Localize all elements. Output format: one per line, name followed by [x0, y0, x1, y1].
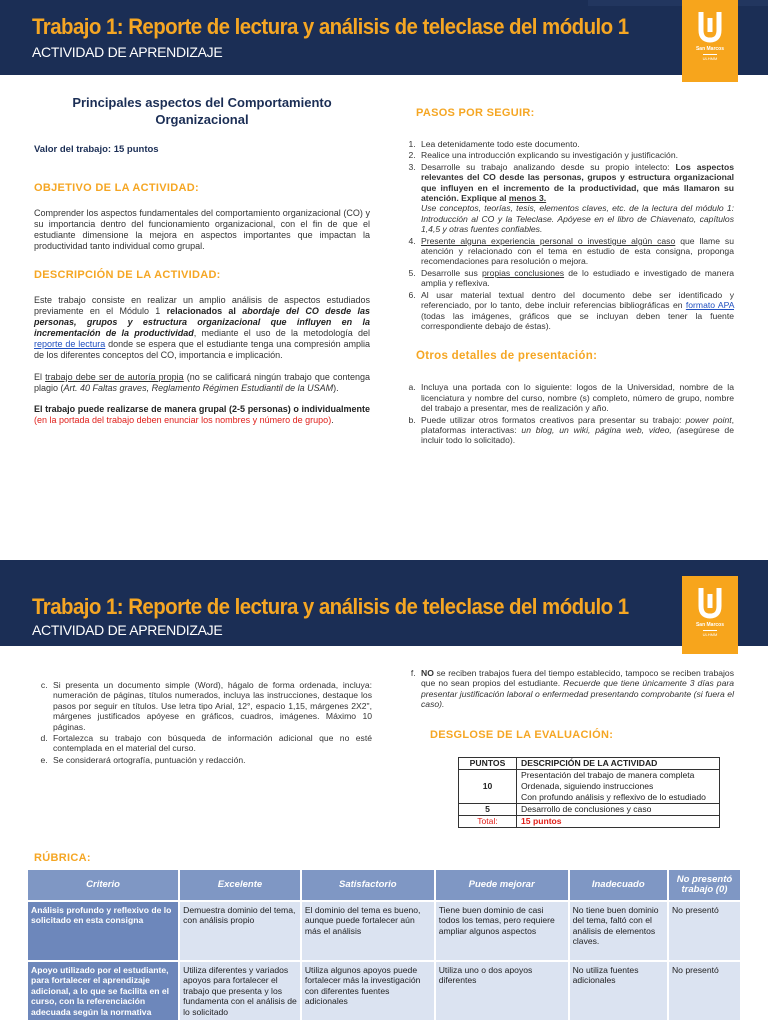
- points-cell: 5: [459, 803, 517, 815]
- description-text: Este trabajo consiste en realizar un amplio análisis de aspectos estudiados previamente en el Módulo 1: [34, 295, 370, 316]
- description-text: (no se calificará ningún trabajo que contenga plagio (: [34, 372, 371, 393]
- section-heading: Principales aspectos del Comportamiento Organizacional: [72, 95, 332, 127]
- logo-text: San Marcos: [695, 622, 725, 628]
- detail-text: asegúrese de incluir todo lo solicitado).: [421, 424, 734, 446]
- rubric-cell: Utiliza algunos apoyos puede fortalecer más la investigación con diferentes fuentes adicionales: [302, 962, 434, 1020]
- steps-heading: PASOS POR SEGUIR:: [416, 107, 535, 119]
- list-item: [418, 236, 734, 267]
- points-cell: 10: [459, 769, 517, 803]
- logo-u-icon: [695, 10, 725, 44]
- criterion-cell: Apoyo utilizado por el estudiante, para fortalecer el aprendizaje adicional, a lo que se facilita en el curso, con la referenciación adecuada según la normativa: [28, 962, 178, 1020]
- column-header: DESCRIPCIÓN DE LA ACTIVIDAD: [517, 757, 720, 769]
- description-heading: DESCRIPCIÓN DE LA ACTIVIDAD:: [34, 269, 221, 281]
- description-line: Ordenada, siguiendo instrucciones: [521, 780, 654, 791]
- description-italic: Art. 40 Faltas graves, Reglamento Régimen Estudiantil de la USAM: [63, 383, 334, 393]
- right-column: [402, 108, 734, 447]
- page-title: Trabajo 1: Reporte de lectura y análisis de teleclase del módulo 1: [32, 594, 629, 619]
- description-paragraph-3: [34, 404, 370, 426]
- right-column-2: [402, 668, 734, 828]
- detail-text: se reciben trabajos fuera del tiempo establecido, tampoco se reciben trabajos que no sean propios del estudiante.: [421, 668, 734, 689]
- steps-list: [418, 139, 734, 331]
- detail-text: Puede utilizar otros formatos creativos para presentar su trabajo:: [421, 414, 686, 425]
- logo-subtext: ULHMM: [702, 56, 718, 61]
- rubric-table-wrap: [26, 868, 742, 1022]
- description-line: Presentación del trabajo de manera completa: [521, 769, 695, 780]
- step-text: (todas las imágenes, gráficos que se incluyan deben tener la fuente correspondiente debajo de éstas).: [421, 310, 734, 331]
- step-text: Desarrolle su trabajo analizando desde su propio intelecto:: [421, 161, 676, 172]
- table-header-row: [28, 870, 740, 900]
- description-text: El: [34, 372, 46, 382]
- column-header: Excelente: [180, 870, 300, 900]
- work-value: Valor del trabajo: 15 puntos: [34, 144, 159, 155]
- header-bar: [0, 0, 768, 75]
- column-header: Criterio: [28, 870, 178, 900]
- evaluation-heading: DESGLOSE DE LA EVALUACIÓN:: [430, 728, 614, 741]
- column-header: Satisfactorio: [302, 870, 434, 900]
- description-line: Con profundo análisis y reflexivo de lo estudiado: [521, 791, 706, 802]
- rubric-table: [26, 868, 742, 1022]
- page-subtitle: ACTIVIDAD DE APRENDIZAJE: [32, 44, 223, 60]
- list-item: 1. Lea detenidamente todo este documento.: [418, 139, 734, 149]
- list-item: a. Incluya una portada con lo siguiente: logos de la Universidad, nombre de la licenciatura y nombre del curso, nombre (s) completo, número de grupo, nombre del trabajo a presentar, mes de realización y año.: [418, 382, 734, 413]
- rubric-cell: No utiliza fuentes adicionales: [570, 962, 667, 1020]
- detail-italic: Recuerde que tiene únicamente 3 días para presentar justificación laboral o enfermedad presentando comprobante (si fuera el caso).: [421, 678, 734, 710]
- rubric-cell: El dominio del tema es bueno, aunque puede fortalecer aún más el análisis: [302, 902, 434, 960]
- objective-heading: OBJETIVO DE LA ACTIVIDAD:: [34, 182, 199, 194]
- detail-italic: power point: [685, 414, 732, 425]
- list-item: [418, 290, 734, 332]
- rubric-cell: Tiene buen dominio de casi todos los temas, pero requiere ampliar algunos aspectos: [436, 902, 568, 960]
- university-logo: [682, 0, 738, 82]
- rubric-cell: Demuestra dominio del tema, con análisis propio: [180, 902, 300, 960]
- table-row: [459, 803, 720, 815]
- description-paragraph-1: [34, 295, 370, 361]
- slide-2: [0, 560, 768, 1024]
- rubric-cell: No presentó: [669, 962, 740, 1020]
- list-item: [418, 668, 734, 710]
- description-cell: [517, 769, 720, 803]
- university-logo: [682, 576, 738, 654]
- step-text: de lo estudiado e investigado de manera amplia y reflexiva.: [421, 267, 735, 289]
- logo-u-icon: [695, 586, 725, 620]
- header-bar: [0, 560, 768, 646]
- column-header: Inadecuado: [570, 870, 667, 900]
- list-item: c. Si presenta un documento simple (Word), hágalo de forma ordenada, incluya: numeración de páginas, títulos numerados, incluya las instrucciones, destaque los pasos por seguir en títulos. Use letra tipo Arial, 12°, espacio 1,15, márgenes 2X2", márgenes justificados apóyese en gráficos, cuadros, imágenes. Máximo 10 páginas.: [50, 680, 372, 732]
- step-bold-underline: menos 3.: [508, 193, 547, 204]
- objective-text: Comprender los aspectos fundamentales del comportamiento organizacional (CO) y su importancia dentro del funcionamiento organizacional, con el fin de que el estudiante dimensione la mejora en aspectos importantes que impactan la productividad tanto individual como grupal.: [34, 208, 370, 251]
- step-text: que llame su atención y relacionado con el tema en estudio de esta consigna, proponga recomendaciones para resolución o mejora.: [421, 235, 734, 267]
- column-header: PUNTOS: [459, 757, 517, 769]
- description-bold: relacionados al: [166, 306, 243, 316]
- detail-text: , plataformas interactivas:: [421, 414, 735, 435]
- rubric-cell: Utiliza diferentes y variados apoyos para fortalecer el trabajo que presenta y los fundamenta con el análisis de lo solicitado: [180, 962, 300, 1020]
- details-list-f: [418, 668, 734, 710]
- details-list-continued: [50, 680, 372, 765]
- rubric-heading: RÚBRICA:: [34, 852, 91, 864]
- reporte-lectura-link[interactable]: reporte de lectura: [34, 339, 106, 349]
- step-bold: Los aspectos relevantes del CO desde las personas, grupos y estructura organizacional que influyen en el incremento de la productividad, que más llamaron su atención. Explique al: [421, 161, 734, 204]
- column-header: No presentó trabajo (0): [669, 870, 740, 900]
- left-column: [34, 94, 370, 426]
- list-item: [418, 162, 734, 235]
- total-value: 15 puntos: [517, 815, 720, 827]
- list-item: [418, 268, 734, 289]
- list-item: 2. Realice una introducción explicando su investigación y justificación.: [418, 150, 734, 160]
- rubric-cell: No tiene buen dominio del tema, faltó con el análisis de elementos claves.: [570, 902, 667, 960]
- criterion-cell: Análisis profundo y reflexivo de lo solicitado en esta consigna: [28, 902, 178, 960]
- step-underline: Presente alguna experiencia personal o investigue algún caso: [421, 235, 676, 246]
- logo-text: San Marcos: [695, 46, 725, 52]
- other-details-heading: Otros detalles de presentación:: [416, 350, 598, 363]
- detail-italic: un blog, un wiki, página web, video, (: [521, 424, 680, 435]
- step-underline: propias conclusiones: [481, 267, 565, 278]
- rubric-cell: No presentó: [669, 902, 740, 960]
- description-text: ).: [333, 383, 339, 393]
- description-cell: Desarrollo de conclusiones y caso: [517, 803, 720, 815]
- step-italic: Use conceptos, teorías, tesis, elementos claves, etc. de la lectura del módulo 1: Introducción al CO y la Teleclase. Apóyese en el libro de Chiavenato, capítulos 1,4,5 y otras fuentes confiables.: [421, 203, 734, 235]
- detail-bold: NO: [421, 668, 434, 678]
- header-accent: [588, 0, 768, 6]
- logo-subtext: ULHMM: [702, 632, 718, 637]
- step-text: Desarrolle sus: [421, 267, 482, 278]
- evaluation-table: [458, 757, 720, 828]
- list-item: e. Se considerará ortografía, puntuación y redacción.: [50, 755, 372, 765]
- left-column-2: [34, 680, 372, 766]
- total-label: Total:: [459, 815, 517, 827]
- description-paragraph-2: [34, 372, 370, 394]
- table-total-row: [459, 815, 720, 827]
- step-text: Al usar material textual dentro del documento debe ser identificado y referenciado, por lo tanto, debe incluir referencias bibliográficas en: [421, 289, 734, 311]
- description-text: .: [331, 415, 334, 425]
- column-header: Puede mejorar: [436, 870, 568, 900]
- group-work-text: El trabajo puede realizarse de manera grupal (2-5 personas) o individualmente: [34, 404, 370, 414]
- table-row: [28, 902, 740, 960]
- page-subtitle: ACTIVIDAD DE APRENDIZAJE: [32, 622, 223, 638]
- description-bold-italic: abordaje del CO desde las personas, grupos y estructura organizacional que influyen en la incrementación de la productividad: [34, 306, 370, 338]
- description-text: donde se espera que el estudiante tenga una compresión amplia de los diferentes conceptos del CO, importancia e implicación.: [34, 339, 371, 360]
- description-underline: trabajo debe ser de autoría propia: [45, 372, 184, 382]
- rubric-cell: Utiliza uno o dos apoyos diferentes: [436, 962, 568, 1020]
- list-item: d. Fortalezca su trabajo con búsqueda de información adicional que no esté contemplada en el material del curso.: [50, 733, 372, 754]
- table-row: [28, 962, 740, 1020]
- details-list: [418, 382, 734, 445]
- apa-format-link[interactable]: formato APA: [685, 300, 734, 311]
- page-title: Trabajo 1: Reporte de lectura y análisis de teleclase del módulo 1: [32, 14, 629, 39]
- table-row: [459, 769, 720, 803]
- list-item: [418, 415, 734, 446]
- description-text: , mediante el uso de la metodología del: [193, 328, 370, 338]
- group-work-note: (en la portada del trabajo deben enunciar los nombres y número de grupo): [34, 415, 332, 425]
- table-header-row: [459, 757, 720, 769]
